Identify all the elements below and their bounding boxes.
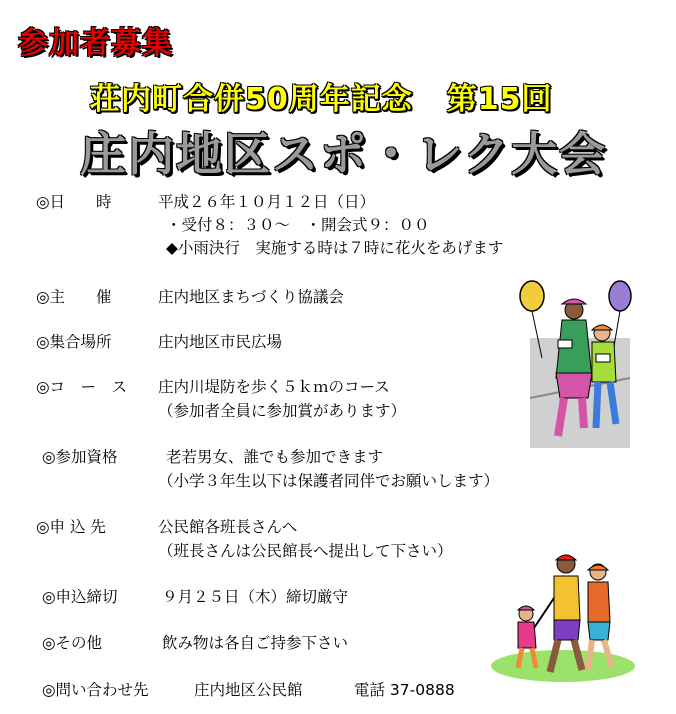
item-label: ◎主 催 [36, 288, 112, 306]
item-label: ◎申 込 先 [36, 518, 106, 536]
item-value: 庄内地区まちづくり協議会 [158, 288, 344, 306]
purple-balloon-icon [609, 281, 631, 311]
item-value: 飲み物は各自ご持参下さい [162, 634, 349, 652]
item-label: ◎コ ー ス [36, 378, 128, 396]
contact-phone: 電話 37-0888 [354, 681, 455, 699]
subtitle-anniversary: 荘内町合併50周年記念 [90, 82, 413, 117]
eligibility-note: （小学３年生以下は保護者同伴でお願いします） [158, 472, 500, 490]
family-walking-illustration [488, 548, 638, 684]
item-label: ◎その他 [42, 634, 103, 652]
datetime-rain-note: ◆小雨決行 実施する時は７時に花火をあげます [166, 239, 504, 257]
item-value: 庄内地区市民広場 [158, 333, 283, 351]
item-label: ◎問い合わせ先 [42, 681, 149, 699]
item-value: 平成２６年１０月１２日（日） [158, 193, 376, 211]
yellow-balloon-icon [520, 281, 544, 311]
datetime-schedule: ・受付８：３０～ ・開会式９：００ [166, 216, 430, 234]
course-note: （参加者全員に参加賞があります） [158, 402, 407, 420]
item-label: ◎集合場所 [36, 333, 112, 351]
anniversary-subtitle [90, 74, 553, 118]
recruit-heading: 参加者募集 [18, 26, 173, 61]
item-value: ９月２５日（木）締切厳守 [162, 588, 349, 606]
page-title: 庄内地区スポ・レク大会 [80, 127, 608, 181]
item-label: ◎申込締切 [42, 588, 118, 606]
walkers-with-balloons-illustration [512, 278, 632, 448]
item-value: 庄内地区公民館 [194, 681, 303, 699]
item-value: 庄内川堤防を歩く５ｋｍのコース [158, 378, 390, 396]
subtitle-edition: 第15回 [446, 82, 553, 117]
item-value: 老若男女、誰でも参加できます [166, 448, 384, 466]
item-value: 公民館各班長さんへ [158, 518, 298, 536]
apply-note: （班長さんは公民館長へ提出して下さい） [158, 542, 453, 560]
item-label: ◎参加資格 [42, 448, 118, 466]
item-label: ◎日 時 [36, 193, 112, 211]
